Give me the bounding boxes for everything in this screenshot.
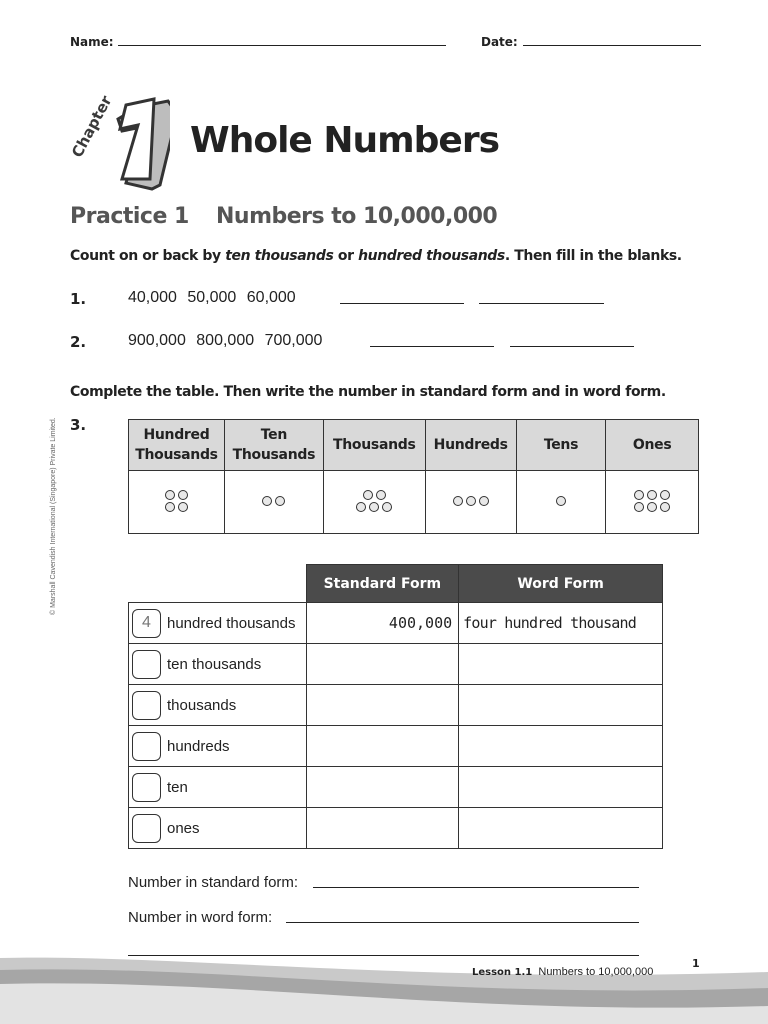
standard-form-answer[interactable] — [313, 887, 639, 888]
word-form-cell[interactable] — [459, 808, 663, 849]
name-label: Name: — [70, 35, 114, 49]
place-header-line: Tens — [543, 437, 579, 453]
place-label: hundred thousands — [167, 614, 296, 632]
place-value-cell — [129, 644, 307, 685]
place-value-counter — [466, 496, 476, 506]
table-row — [129, 767, 663, 808]
place-header-line: Hundred — [143, 427, 210, 443]
place-value-counter — [178, 490, 188, 500]
place-value-counter — [356, 502, 366, 512]
place-header — [323, 420, 425, 471]
place-label: thousands — [167, 696, 237, 714]
place-value-counter — [634, 502, 644, 512]
place-counters-cell — [516, 471, 606, 534]
table-row — [129, 808, 663, 849]
word-form-cell[interactable] — [459, 685, 663, 726]
place-header — [516, 420, 606, 471]
place-value-cell — [129, 767, 307, 808]
number-forms-table — [128, 564, 663, 849]
word-form-header: Word Form — [459, 565, 663, 603]
place-value-counter — [275, 496, 285, 506]
standard-form-header: Standard Form — [306, 565, 459, 603]
place-header-line: Thousands — [232, 447, 316, 463]
word-form-label: Number in word form: — [128, 909, 273, 926]
place-value-counter — [363, 490, 373, 500]
answer-blank[interactable] — [510, 346, 634, 347]
digit-answer-box[interactable] — [132, 732, 161, 761]
chapter-word: Chapter — [68, 92, 116, 161]
standard-form-cell[interactable] — [306, 726, 459, 767]
place-value-counter — [660, 490, 670, 500]
place-value-counter — [453, 496, 463, 506]
place-header — [606, 420, 699, 471]
number-sequence: 900,000 800,000 700,000 — [128, 332, 323, 349]
place-value-counter — [556, 496, 566, 506]
digit-answer-box[interactable]: 4 — [132, 609, 161, 638]
standard-form-label: Number in standard form: — [128, 874, 299, 891]
copyright-notice: © Marshall Cavendish International (Singapore) Private Limited. — [50, 417, 57, 615]
question-number: 3. — [70, 416, 87, 434]
practice-label: Practice 1 — [70, 204, 189, 229]
place-value-counter — [165, 490, 175, 500]
date-label: Date: — [481, 35, 518, 49]
place-value-counter — [479, 496, 489, 506]
practice-subtitle: Numbers to 10,000,000 — [216, 204, 498, 229]
table-row — [129, 603, 663, 644]
place-value-counter — [178, 502, 188, 512]
word-form-cell[interactable] — [459, 726, 663, 767]
place-value-cell — [129, 603, 307, 644]
word-form-cell[interactable] — [459, 767, 663, 808]
table-row — [129, 644, 663, 685]
place-header-line: Hundreds — [433, 437, 508, 453]
place-header-line: Ten — [260, 427, 287, 443]
question-number: 2. — [70, 333, 87, 351]
digit-answer-box[interactable] — [132, 814, 161, 843]
table-row — [129, 726, 663, 767]
place-value-counter — [165, 502, 175, 512]
place-label: ten — [167, 778, 188, 796]
place-value-counter — [647, 490, 657, 500]
footer-wave — [0, 950, 768, 1024]
place-header-line: Thousands — [135, 447, 218, 463]
word-form-answer[interactable] — [286, 922, 639, 923]
place-value-counter — [369, 502, 379, 512]
place-header — [425, 420, 516, 471]
place-counters-cell — [224, 471, 323, 534]
place-value-counter — [376, 490, 386, 500]
place-value-counter — [647, 502, 657, 512]
place-header — [224, 420, 323, 471]
instruction-table: Complete the table. Then write the number in standard form and in word form. — [70, 384, 666, 400]
blank-header — [129, 565, 307, 603]
standard-form-cell[interactable]: 400,000 — [306, 603, 459, 644]
place-value-counter — [634, 490, 644, 500]
date-field[interactable] — [523, 45, 701, 46]
place-value-table — [128, 419, 699, 534]
place-value-counter — [660, 502, 670, 512]
instruction-count: Count on or back by ten thousands or hundred thousands. Then fill in the blanks. — [70, 248, 682, 264]
place-label: ten thousands — [167, 655, 262, 673]
digit-answer-box[interactable] — [132, 691, 161, 720]
standard-form-cell[interactable] — [306, 644, 459, 685]
standard-form-cell[interactable] — [306, 685, 459, 726]
place-label: ones — [167, 819, 200, 837]
place-value-cell — [129, 808, 307, 849]
standard-form-cell[interactable] — [306, 767, 459, 808]
place-value-cell — [129, 726, 307, 767]
place-header — [129, 420, 225, 471]
place-counters-cell — [606, 471, 699, 534]
answer-blank[interactable] — [370, 346, 494, 347]
digit-answer-box[interactable] — [132, 650, 161, 679]
place-label: hundreds — [167, 737, 230, 755]
place-counters-cell — [425, 471, 516, 534]
place-value-counter — [262, 496, 272, 506]
place-header-line: Ones — [632, 437, 672, 453]
table-row — [129, 685, 663, 726]
place-value-counter — [382, 502, 392, 512]
digit-answer-box[interactable] — [132, 773, 161, 802]
word-form-cell[interactable] — [459, 644, 663, 685]
place-counters-cell — [129, 471, 225, 534]
chapter-title: Whole Numbers — [190, 120, 499, 161]
page-number: 1 — [692, 957, 700, 970]
place-counters-cell — [323, 471, 425, 534]
number-sequence: 40,000 50,000 60,000 — [128, 289, 296, 306]
name-field[interactable] — [118, 45, 446, 46]
lesson-footer: Lesson 1.1 Numbers to 10,000,000 — [472, 966, 654, 978]
answer-blank[interactable] — [340, 303, 464, 304]
question-number: 1. — [70, 290, 87, 308]
standard-form-cell[interactable] — [306, 808, 459, 849]
answer-blank[interactable] — [479, 303, 604, 304]
place-header-line: Thousands — [333, 437, 416, 453]
place-value-cell — [129, 685, 307, 726]
word-form-cell[interactable]: four hundred thousand — [459, 603, 663, 644]
